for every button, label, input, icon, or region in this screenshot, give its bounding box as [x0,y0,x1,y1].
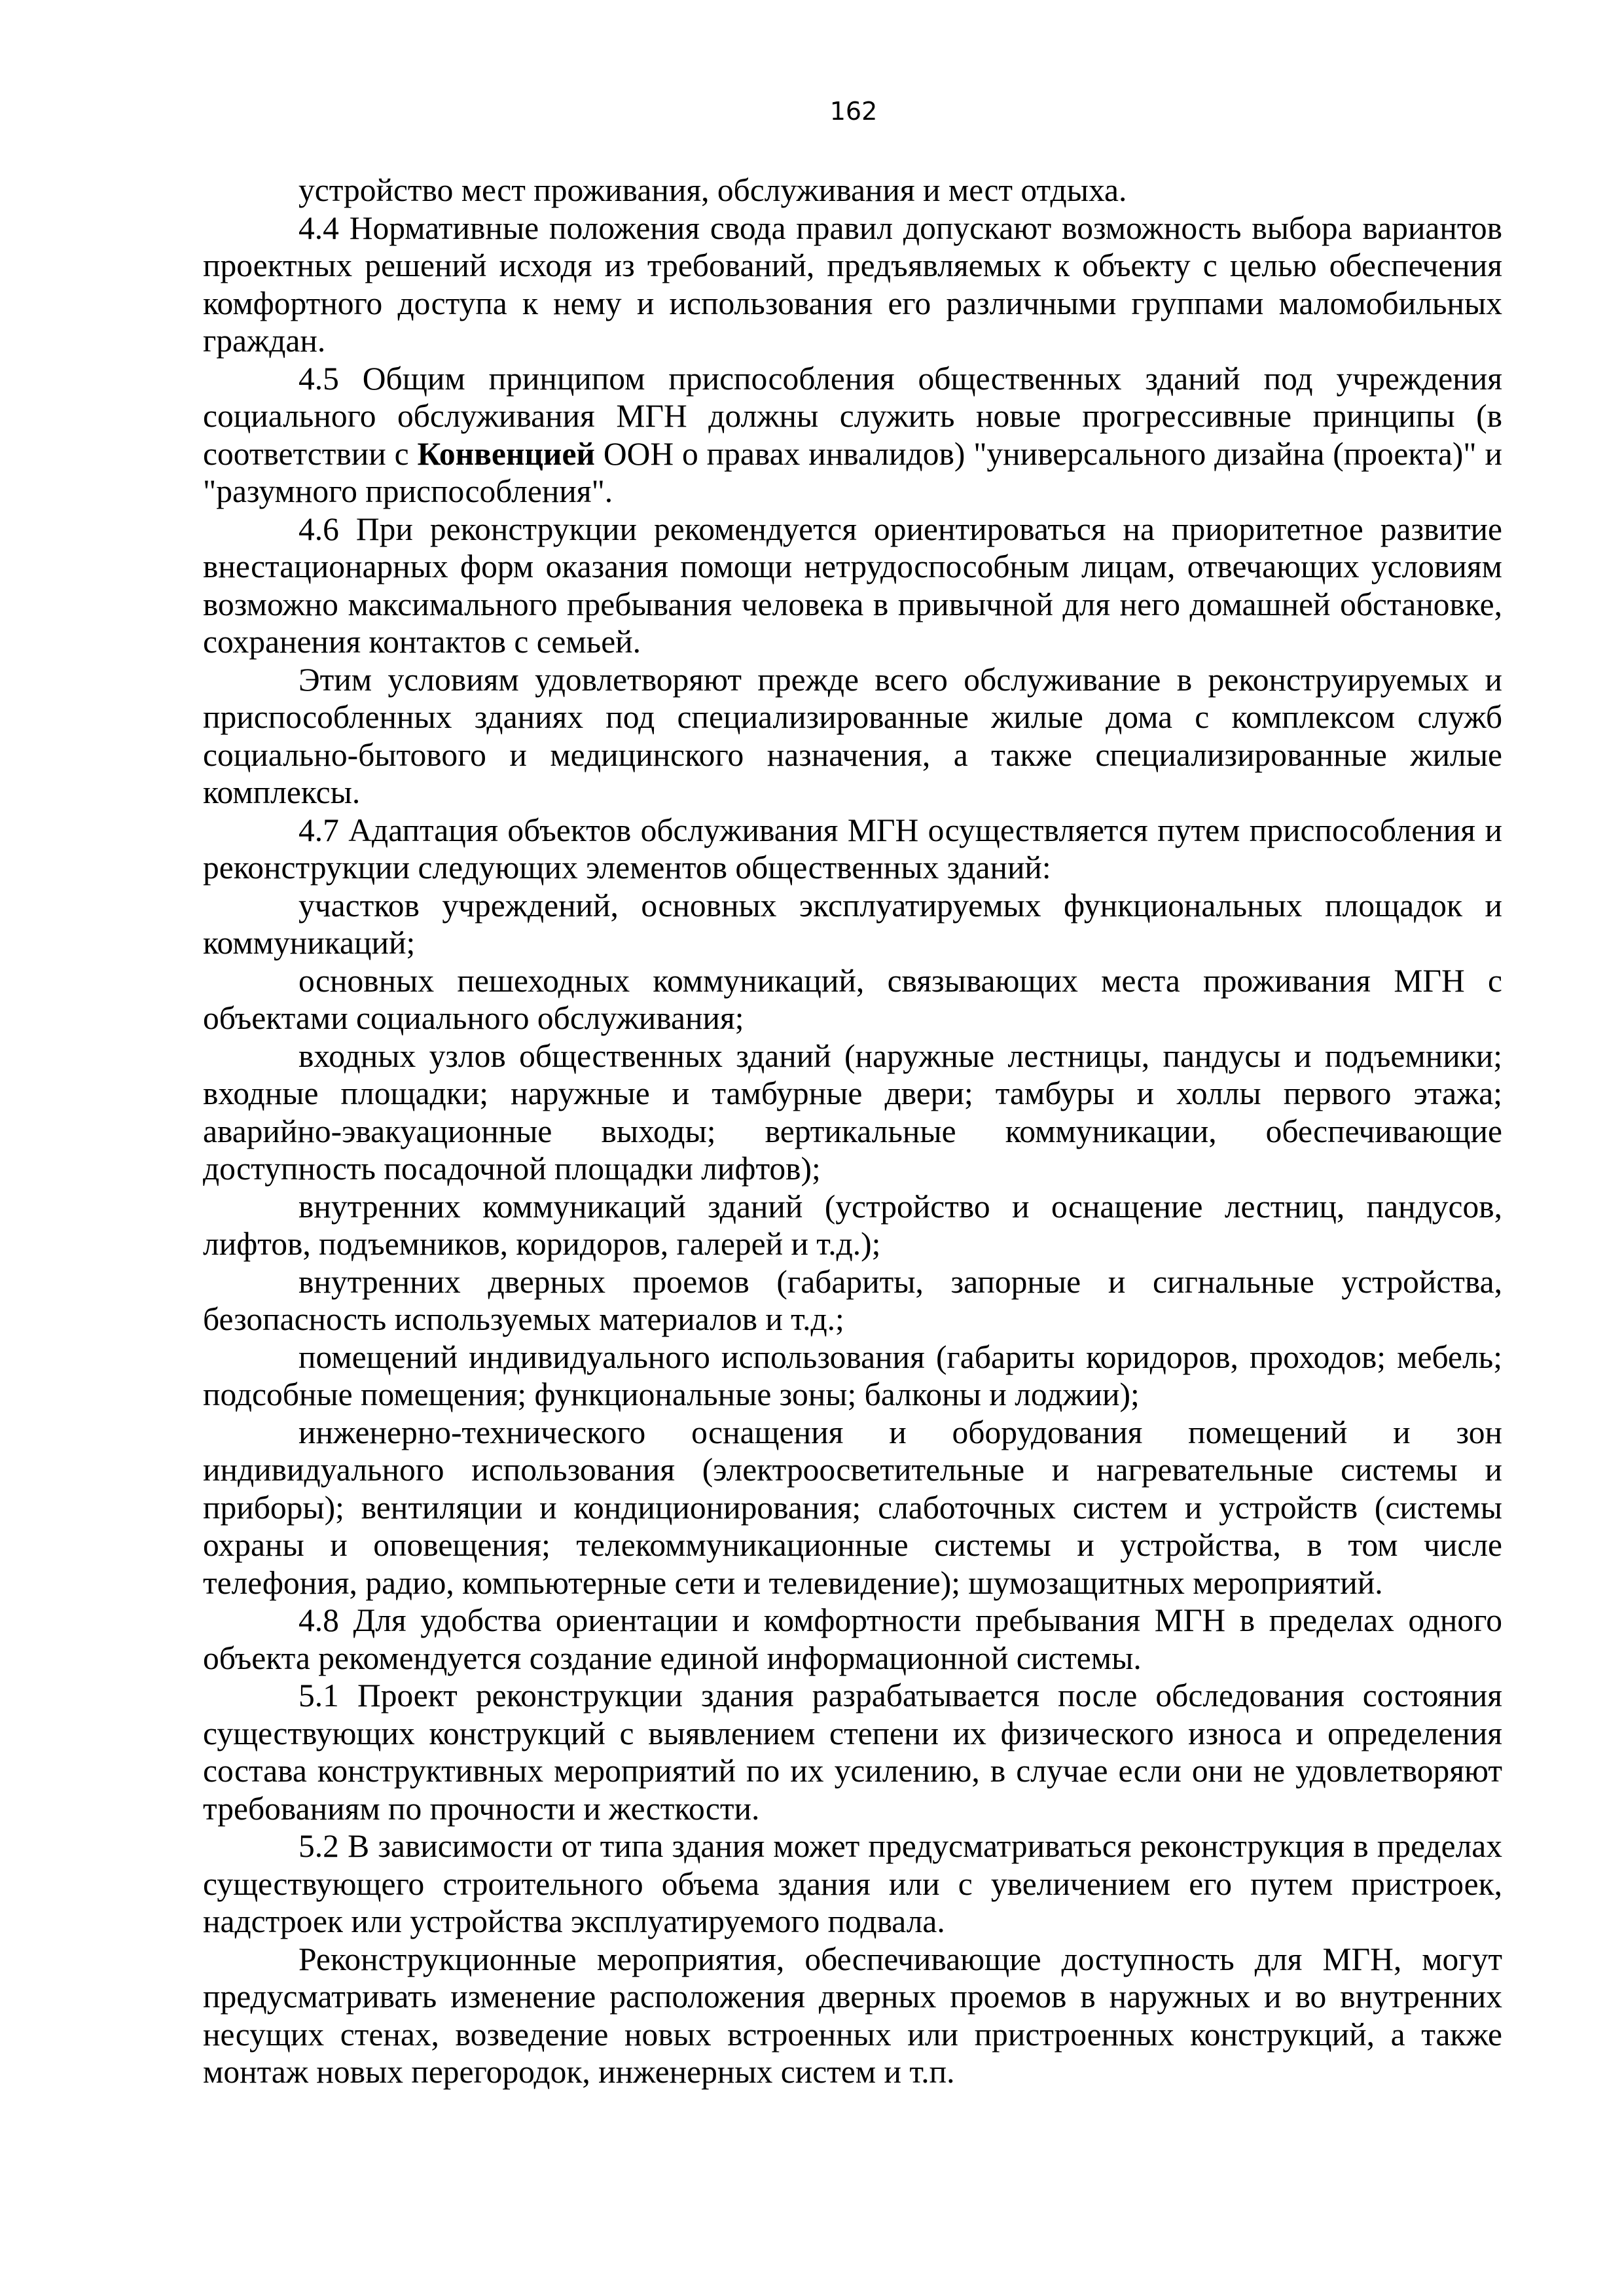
paragraph-4-5-text-start: 4.5 Общим принципом приспособления общественных зданий под учреждения социального обслуживания МГН должны служить новые прогрессивные принципы (в соответствии с [203,360,1502,472]
body-text [203,171,1502,2091]
paragraph-4-8: 4.8 Для удобства ориентации и комфортности пребывания МГН в пределах одного объекта рекомендуется создание единой информационной системы. [203,1602,1502,1676]
paragraph-4-6-conditions: Этим условиям удовлетворяют прежде всего обслуживание в реконструируемых и приспособленных зданиях под специализированные жилые дома с комплексом служб социально-бытового и медицинского назначения, а также специализированные жилые комплексы. [203,661,1502,810]
list-item-entrance-units: входных узлов общественных зданий (наружные лестницы, пандусы и подъемники; входные площадки; наружные и тамбурные двери; тамбуры и холлы первого этажа; аварийно-эвакуационные выходы; вертикальные коммуникации, обеспечивающие доступность посадочной площадки лифтов); [203,1037,1502,1187]
paragraph-4-4: 4.4 Нормативные положения свода правил допускают возможность выбора вариантов проектных решений исходя из требований, предъявляемых к объекту с целью обеспечения комфортного доступа к нему и использования его различными группами маломобильных граждан. [203,209,1502,359]
list-item-engineering-equipment: инженерно-технического оснащения и оборудования помещений и зон индивидуального использования (электроосветительные и нагревательные системы и приборы); вентиляции и кондиционирования; слаботочных систем и устройств (системы охраны и оповещения; телекоммуникационные системы и устройства, в том числе телефония, радио, компьютерные сети и телевидение); шумозащитных мероприятий. [203,1414,1502,1601]
paragraph-4-6: 4.6 При реконструкции рекомендуется ориентироваться на приоритетное развитие внестационарных форм оказания помощи нетрудоспособным лицам, отвечающих условиям возможно максимального пребывания человека в привычной для него домашней обстановке, сохранения контактов с семьей. [203,511,1502,660]
list-item-door-openings: внутренних дверных проемов (габариты, запорные и сигнальные устройства, безопасность используемых материалов и т.д.; [203,1263,1502,1337]
list-item-individual-rooms: помещений индивидуального использования (габариты коридоров, проходов; мебель; подсобные помещения; функциональные зоны; балконы и лоджии); [203,1338,1502,1412]
page-number: 162 [829,97,878,126]
list-item-pedestrian-communications: основных пешеходных коммуникаций, связывающих места проживания МГН с объектами социального обслуживания; [203,962,1502,1036]
paragraph-5-2: 5.2 В зависимости от типа здания может предусматриваться реконструкция в пределах существующего строительного объема здания или с увеличением его путем пристроек, надстроек или устройства эксплуатируемого подвала. [203,1828,1502,1939]
paragraph-4-5 [203,360,1502,511]
paragraph-5-1: 5.1 Проект реконструкции здания разрабатывается после обследования состояния существующих конструкций с выявлением степени их физического износа и определения состава конструктивных мероприятий по их усилению, в случае если они не удовлетворяют требованиям по прочности и жесткости. [203,1677,1502,1827]
bold-term-convention: Конвенцией [417,435,595,472]
paragraph-reconstruction-measures: Реконструкционные мероприятия, обеспечивающие доступность для МГН, могут предусматривать изменение расположения дверных проемов в наружных и во внутренних несущих стенах, возведение новых встроенных или пристроенных конструкций, а также монтаж новых перегородок, инженерных систем и т.п. [203,1941,1502,2090]
list-item-internal-communications: внутренних коммуникаций зданий (устройство и оснащение лестниц, пандусов, лифтов, подъемников, коридоров, галерей и т.д.); [203,1188,1502,1262]
paragraph-4-5-text-end: ООН о правах инвалидов) "универсального дизайна (проекта)" и "разумного приспособления". [203,435,1502,509]
paragraph-intro-continuation: устройство мест проживания, обслуживания и мест отдыха. [298,172,1127,208]
paragraph-4-7: 4.7 Адаптация объектов обслуживания МГН осуществляется путем приспособления и реконструкции следующих элементов общественных зданий: [203,812,1502,886]
list-item-sites: участков учреждений, основных эксплуатируемых функциональных площадок и коммуникаций; [203,887,1502,961]
